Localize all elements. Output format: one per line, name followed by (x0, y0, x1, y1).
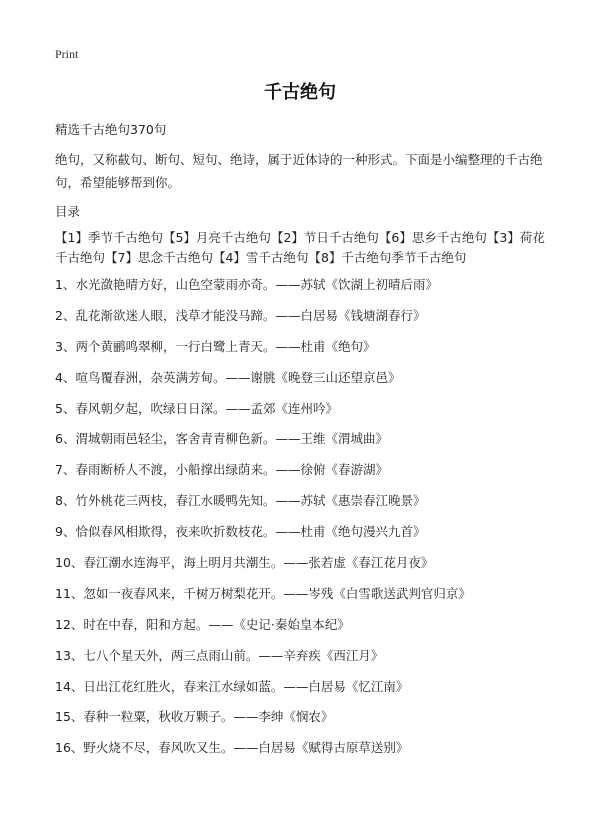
list-item: 13、七八个星天外，两三点雨山前。——辛弃疾《西江月》 (55, 647, 384, 663)
list-item: 1、水光潋艳晴方好，山色空蒙雨亦奇。——苏轼《饮湖上初晴后雨》 (55, 277, 438, 292)
list-item: 9、恰似春风相欺得，夜来吹折数枝花。——杜甫《绝句漫兴九首》 (55, 524, 426, 540)
toc-link-festivals[interactable]: 【2】节日千古绝句 (270, 230, 379, 245)
list-item: 6、渭城朝雨邑轻尘，客舍青青柳色新。——王维《渭城曲》 (55, 431, 388, 447)
list-item: 4、喧鸟覆春洲，杂英满芳甸。——谢朓《晚登三山还望京邑》 (55, 369, 401, 385)
list-item: 2、乱花渐欲迷人眼，浅草才能没马蹄。——白居易《钱塘湖春行》 (55, 307, 426, 323)
print-link[interactable]: Print (55, 47, 79, 61)
list-item: 12、时在中春，阳和方起。——《史记·秦始皇本纪》 (55, 616, 350, 632)
list-item: 5、春风朝夕起，吹绿日日深。——孟郊《连州吟》 (55, 400, 338, 416)
list-item: 3、两个黄鹂鸣翠柳，一行白鹭上青天。——杜甫《绝句》 (55, 338, 376, 354)
list-item: 8、竹外桃花三两枝，春江水暖鸭先知。——苏轼《惠崇春江晚景》 (55, 493, 426, 509)
list-item: 10、春江潮水连海平，海上明月共潮生。——张若虚《春江花月夜》 (55, 555, 434, 571)
intro-paragraph: 绝句，又称截句、断句、短句、绝诗，属于近体诗的一种形式。下面是小编整理的千古绝句，希望能够帮到你。 (55, 152, 543, 190)
list-item: 7、春雨断桥人不渡，小船撑出绿荫来。——徐俯《春游湖》 (55, 462, 388, 478)
table-of-contents (55, 228, 555, 268)
toc-heading: 目录 (55, 204, 81, 219)
poem-list (55, 275, 565, 769)
toc-link-seasons-2[interactable]: 【8】千古绝句季节千古绝句 (308, 250, 467, 265)
toc-link-moon[interactable]: 【5】月亮千古绝句 (162, 230, 271, 245)
toc-link-seasons[interactable]: 【1】季节千古绝句 (55, 230, 163, 245)
subtitle: 精选千古绝句370句 (55, 122, 167, 137)
list-item: 11、忽如一夜春风来，千树万树梨花开。——岑残《白雪歌送武判官归京》 (55, 585, 471, 601)
toc-link-snow[interactable]: 【4】雪千古绝句 (212, 250, 309, 265)
page-title: 千古绝句 (264, 82, 336, 103)
toc-link-lotus[interactable]: 【3】荷花千古绝句 (55, 230, 545, 265)
list-item: 16、野火烧不尽，春风吹又生。——白居易《赋得古原草送别》 (55, 740, 409, 756)
toc-link-longing[interactable]: 【7】思念千古绝句 (105, 250, 213, 265)
list-item: 15、春种一粒粟，秋收万颗子。——李绅《悯农》 (55, 709, 334, 725)
toc-link-homesick[interactable]: 【6】思乡千古绝句 (378, 230, 487, 245)
list-item: 14、日出江花红胜火，春来江水绿如蓝。——白居易《忆江南》 (55, 678, 409, 694)
